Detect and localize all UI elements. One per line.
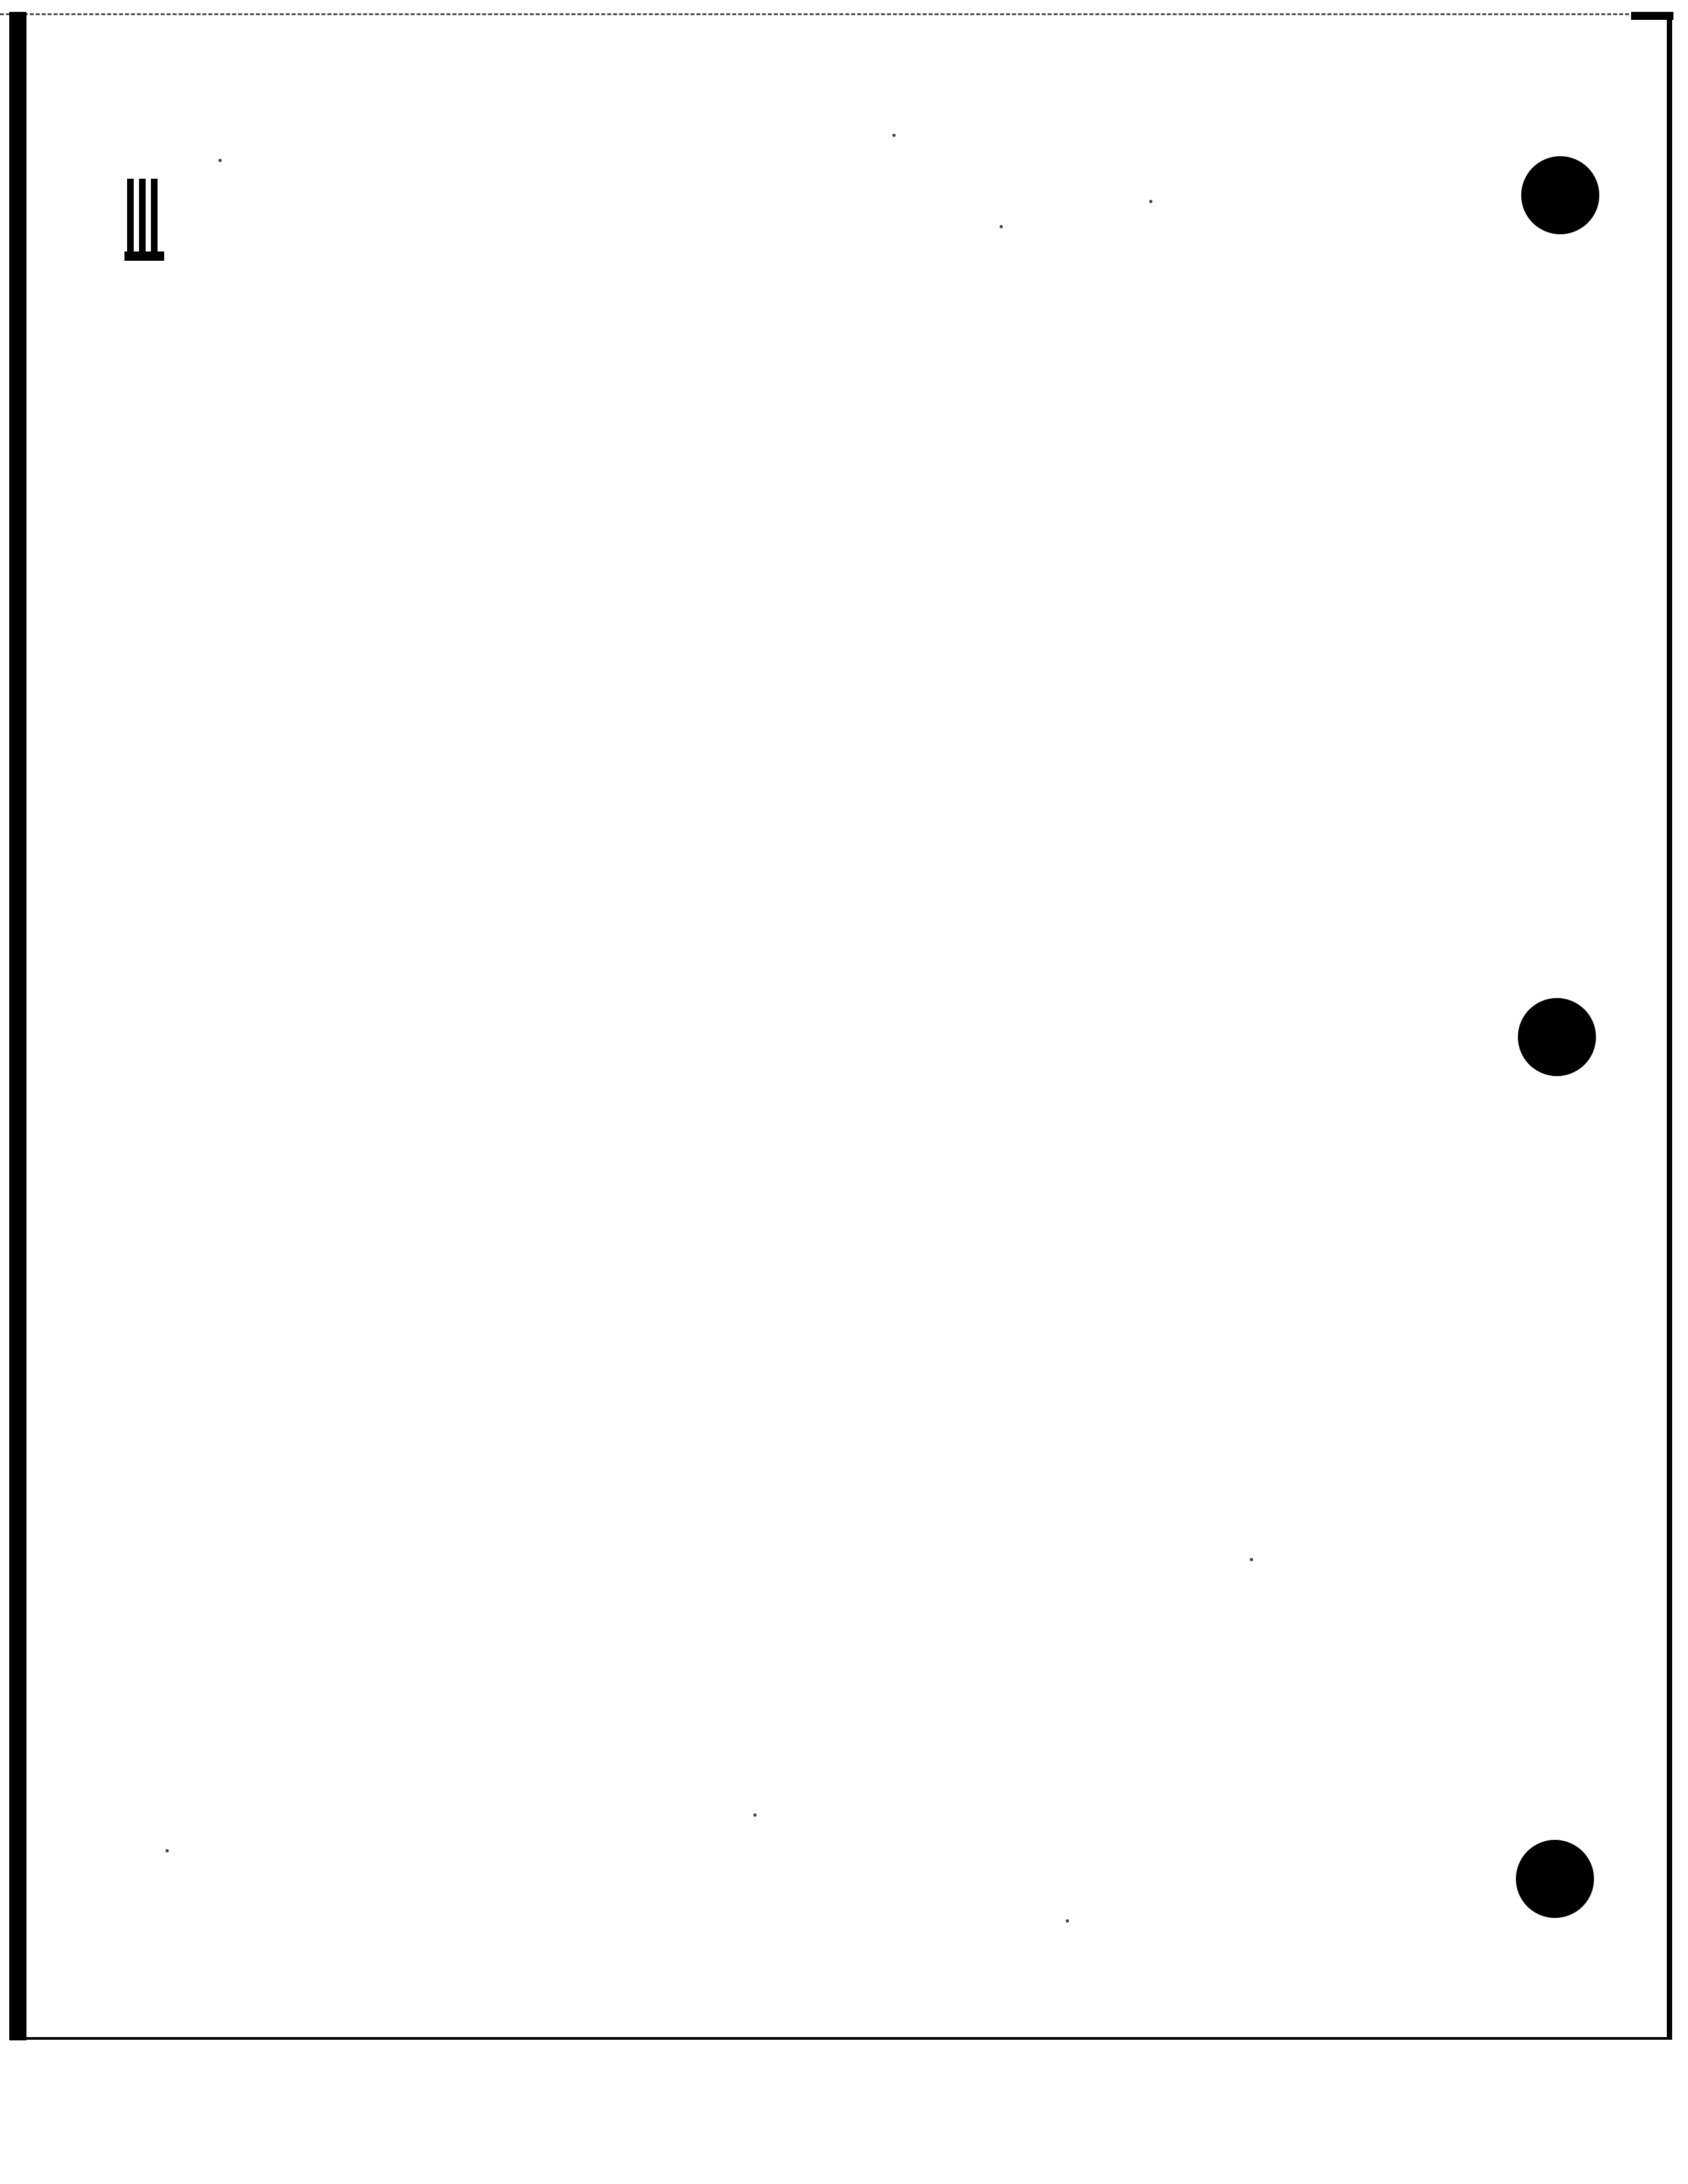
scan-speck bbox=[165, 1849, 169, 1852]
punch-hole-icon bbox=[1521, 156, 1599, 234]
scan-speck bbox=[753, 1813, 757, 1817]
scan-speck bbox=[1250, 1558, 1253, 1561]
punch-hole-icon bbox=[1516, 1840, 1594, 1918]
punch-hole-icon bbox=[1518, 998, 1596, 1076]
bottom-scan-border bbox=[9, 2037, 1672, 2040]
top-edge-rule bbox=[0, 13, 1635, 15]
scan-speck bbox=[218, 159, 222, 162]
scan-speck bbox=[892, 134, 896, 137]
scan-speck bbox=[1066, 1919, 1069, 1923]
binder-clip-icon bbox=[124, 179, 168, 265]
scan-speck bbox=[1000, 225, 1003, 228]
right-scan-corner bbox=[1631, 12, 1673, 20]
scan-speck bbox=[1149, 200, 1152, 203]
right-scan-border bbox=[1667, 20, 1672, 2038]
left-scan-border bbox=[9, 12, 26, 2040]
